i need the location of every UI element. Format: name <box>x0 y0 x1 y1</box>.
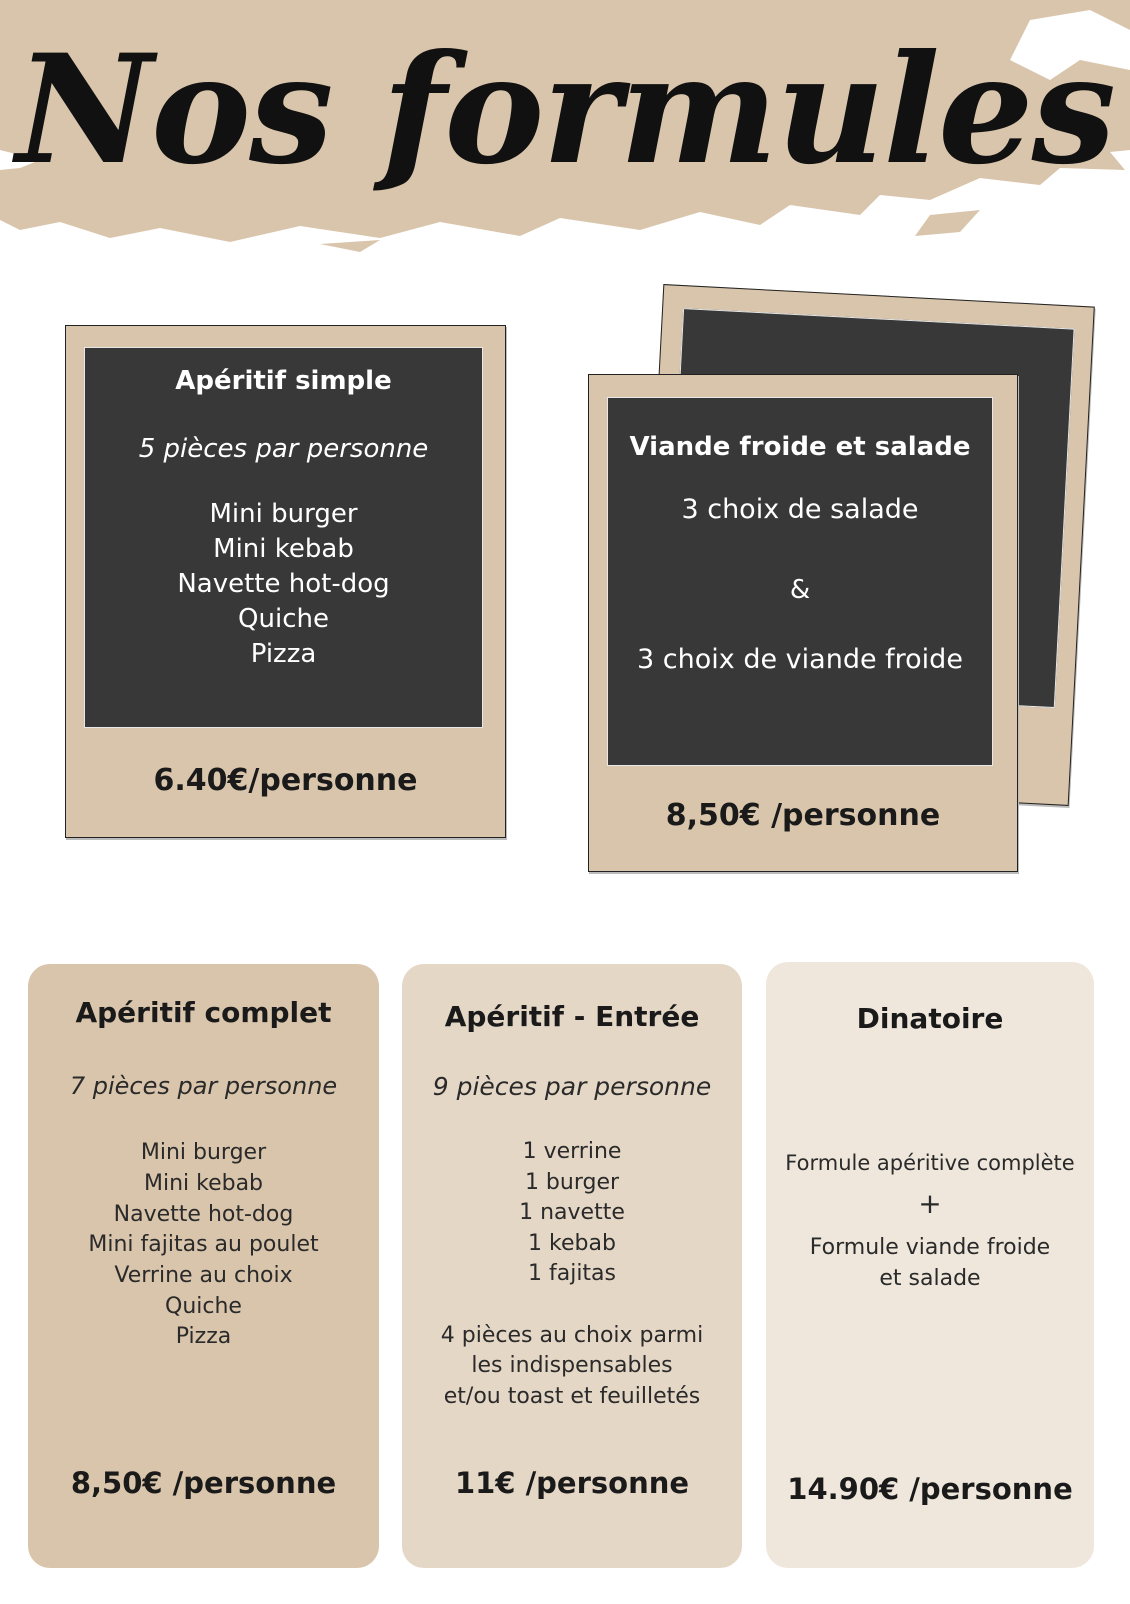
list-item: Mini kebab <box>143 1171 264 1196</box>
formula-line: et salade <box>879 1266 981 1291</box>
list-item: 1 verrine <box>522 1139 622 1164</box>
list-item: 1 fajitas <box>527 1261 616 1286</box>
list-item: Navette hot-dog <box>113 1202 294 1227</box>
list-item: Mini burger <box>209 499 358 529</box>
formula-line: Formule apéritive complète <box>785 1151 1075 1175</box>
formula-price: 11€ /personne <box>454 1466 690 1500</box>
extra-line: et/ou toast et feuilletés <box>443 1384 701 1409</box>
list-item: Pizza <box>250 639 317 669</box>
polaroid-aperitif-simple <box>65 325 506 838</box>
formula-subtitle: 7 pièces par personne <box>69 1072 338 1100</box>
formula-title: Apéritif - Entrée <box>444 1000 700 1033</box>
list-item: 1 burger <box>524 1170 620 1195</box>
list-item: 1 kebab <box>528 1231 616 1256</box>
formula-title: Apéritif complet <box>75 996 332 1029</box>
card-aperitif-entree <box>402 964 742 1568</box>
formula-subtitle: 9 pièces par personne <box>432 1072 712 1101</box>
formula-ampersand: & <box>789 575 811 605</box>
list-item: Mini kebab <box>213 534 354 564</box>
formula-price: 8,50€ /personne <box>665 798 941 833</box>
polaroid-viande-froide <box>588 374 1018 872</box>
formula-price: 6.40€/personne <box>153 763 418 798</box>
extra-line: les indispensables <box>471 1353 673 1378</box>
list-item: Mini burger <box>140 1140 267 1165</box>
formula-line: 3 choix de viande froide <box>637 644 963 675</box>
formula-title: Dinatoire <box>856 1002 1004 1035</box>
formula-price: 8,50€ /personne <box>70 1466 337 1500</box>
list-item: Quiche <box>238 604 329 634</box>
list-item: 1 navette <box>519 1200 625 1225</box>
formula-subtitle: 5 pièces par personne <box>138 434 429 464</box>
formula-title: Viande froide et salade <box>629 432 971 462</box>
list-item: Verrine au choix <box>114 1263 293 1288</box>
card-dinatoire <box>766 962 1094 1568</box>
formula-title: Apéritif simple <box>175 366 392 396</box>
formula-line: Formule viande froide <box>809 1235 1051 1260</box>
list-item: Mini fajitas au poulet <box>88 1232 319 1257</box>
list-item: Pizza <box>175 1324 232 1349</box>
chalkboard <box>607 397 993 766</box>
extra-line: 4 pièces au choix parmi <box>440 1323 704 1348</box>
plus-sign: + <box>918 1187 942 1220</box>
list-item: Quiche <box>165 1294 242 1319</box>
card-aperitif-complet <box>28 964 379 1568</box>
list-item: Navette hot-dog <box>177 569 390 599</box>
chalkboard <box>84 347 483 728</box>
formula-line: 3 choix de salade <box>681 494 919 525</box>
page-title: Nos formules <box>15 22 1115 198</box>
formula-price: 14.90€ /personne <box>787 1472 1073 1506</box>
